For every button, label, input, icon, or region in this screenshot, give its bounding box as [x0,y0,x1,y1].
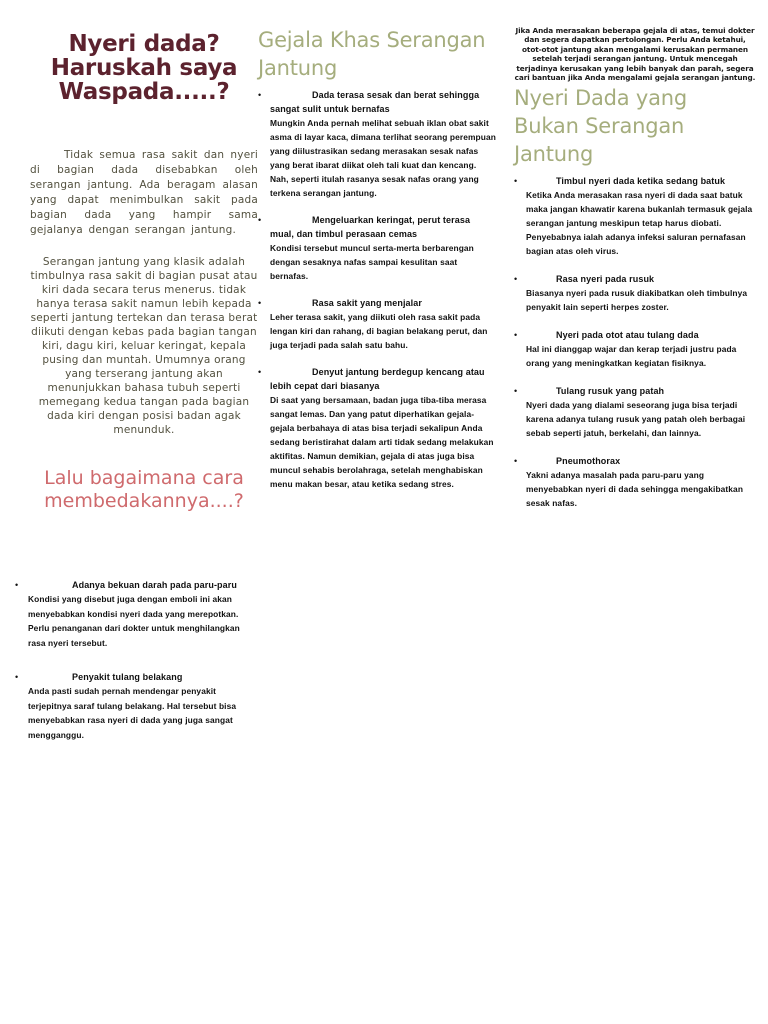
bullet-item [514,174,756,258]
bullet-item [258,88,496,200]
question-subheading: Lalu bagaimana cara membedakannya....? [44,467,244,512]
bullet-body: Kondisi yang disebut juga dengan emboli ini akan menyebabkan kondisi nyeri dada yang merepotkan. Perlu penanganan dari dokter untuk menghilangkan rasa nyeri tersebut. [28,594,240,648]
bullet-body: Hal ini dianggap wajar dan kerap terjadi justru pada orang yang meningkatkan kegiatan fisiknya. [526,344,737,369]
seek-help-paragraph: Jika Anda merasakan beberapa gejala di atas, temui dokter dan segera dapatkan pertolongan. Perlu Anda ketahui, otot-otot jantung akan mengalami kerusakan permanen setelah terjadi serangan jantung. Untuk mencegah terjadinya kerusakan yang lebih banyak dan parah, segera cari bantuan jika Anda mengalami gejala serangan jantung. [514,26,756,83]
bullet-marker: • [514,386,518,397]
bullet-head: Rasa nyeri pada rusuk [556,274,655,285]
section-heading-gejala-khas: Gejala Khas Serangan Jantung [258,28,486,80]
middle-column [258,26,496,504]
bullet-marker: • [258,215,262,225]
bullet-body: Kondisi tersebut muncul serta-merta berbarengan dengan sesaknya nafas sampai kesulitan saat bernafas. [270,243,474,281]
bullet-head: Nyeri pada otot atau tulang dada [556,330,699,341]
bullet-marker: • [15,580,19,590]
bullet-head: Adanya bekuan darah pada paru-paru [72,580,237,590]
bullet-body: Yakni adanya masalah pada paru-paru yang menyebabkan nyeri di dada sehingga mengakibatkan sesak nafas. [526,470,744,509]
right-column [514,26,756,524]
bullet-head: Dada terasa sesak dan berat sehingga sangat sulit untuk bernafas [270,90,480,114]
bullet-body: Di saat yang bersamaan, badan juga tiba-tiba merasa sangat lemas. Dan yang patut diperhatikan gejala-gejala berbahaya di atas bisa terjadi sekalipun Anda sedang beristirahat dalam arti tidak sedang melakukan aktifitas. Namun demikian, gejala di atas juga bisa muncul sehabis berolahraga, setelah menghabiskan menu makan besar, atau ketika sedang stres. [270,395,494,489]
classic-symptoms-paragraph: Serangan jantung yang klasik adalah timbulnya rasa sakit di bagian pusat atau kiri dada secara terus menerus. tidak hanya terasa sakit namun lebih kepada seperti jantung tertekan dan terasa berat diikuti dengan kebas pada bagian tangan kiri, dagu kiri, keluar keringat, kepala pusing dan muntah. Umumnya orang yang terserang jantung akan menunjukkan bahasa tubuh seperti memegang kedua tangan pada bagian dada kiri dengan posisi badan agak menunduk. [30,256,258,436]
bullet-item [514,272,756,314]
bullet-marker: • [514,274,518,285]
bullet-marker: • [258,90,262,100]
bullet-item [514,328,756,370]
bullet-head: Pneumothorax [556,456,621,467]
bullet-body: Leher terasa sakit, yang diikuti oleh rasa sakit pada lengan kiri dan rahang, di bagian belakang perut, dan juga terjadi pada salah satu bahu. [270,312,488,350]
bullet-item [15,670,258,742]
intro-paragraph: Tidak semua rasa sakit dan nyeri di bagian dada disebabkan oleh serangan jantung. Ada beragam alasan yang dapat menimbulkan sakit pada bagian dada yang hampir sama gejalanya dengan serangan jantung. [30,149,258,236]
bullet-marker: • [514,176,518,187]
bullet-item [258,365,496,491]
bullet-head: Timbul nyeri dada ketika sedang batuk [556,176,726,187]
bullet-marker: • [15,672,19,682]
bullet-item [258,213,496,283]
bullet-item [514,454,756,510]
bullet-item [258,296,496,352]
bullet-marker: • [258,367,262,377]
bullet-marker: • [258,298,262,308]
article-title: Nyeri dada? Haruskah saya Waspada.....? [50,31,238,105]
bullet-item [15,578,258,650]
bullet-body: Biasanya nyeri pada rusuk diakibatkan oleh timbulnya penyakit lain seperti herpes zoster. [526,288,748,313]
bullet-item [514,384,756,440]
bullet-marker: • [514,330,518,341]
bullet-head: Tulang rusuk yang patah [556,386,665,397]
bullet-head: Denyut jantung berdegup kencang atau lebih cepat dari biasanya [270,367,485,391]
bullet-head: Penyakit tulang belakang [72,672,183,682]
bullet-body: Mungkin Anda pernah melihat sebuah iklan obat sakit asma di layar kaca, dimana terlihat seorang perempuan yang diilustrasikan sedang merasakan sesak nafas yang berat ibarat diikat oleh tali kuat dan kencang. Nah, seperti itulah rasanya sesak nafas orang yang terkena serangan jantung. [270,118,496,198]
bullet-head: Mengeluarkan keringat, perut terasa mual, dan timbul perasaan cemas [270,215,471,239]
section-heading-nyeri-bukan-serangan: Nyeri Dada yang Bukan Serangan Jantung [514,86,688,167]
left-column [30,32,258,513]
bullet-head: Rasa sakit yang menjalar [312,298,422,308]
bullet-body: Anda pasti sudah pernah mendengar penyakit terjepitnya saraf tulang belakang. Hal tersebut bisa menyebabkan rasa nyeri di dada yang juga sangat mengganggu. [28,686,237,740]
bullet-body: Ketika Anda merasakan rasa nyeri di dada saat batuk maka jangan khawatir karena bukanlah termasuk gejala serangan jantung meskipun tetap harus diobati. Penyebabnya ialah adanya infeksi saluran pernafasan bagian atas oleh virus. [526,190,753,257]
bullet-body: Nyeri dada yang dialami seseorang juga bisa terjadi karena adanya tulang rusuk yang patah oleh berbagai sebab seperti jatuh, berkelahi, dan lainnya. [526,400,746,439]
bottom-left-section [15,578,258,762]
bullet-marker: • [514,456,518,467]
